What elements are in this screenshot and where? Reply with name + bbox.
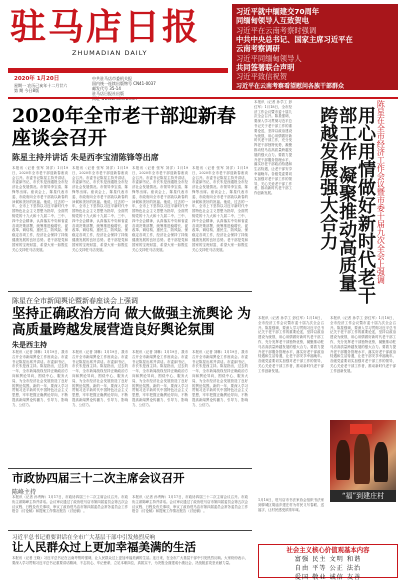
divider [8,468,252,469]
second-body-col-2: 本报讯（记者 刘琳）1月19日，我市召开全市新闻舆论工作座谈会。市委书记陈星出席并讲话。市委副书记、市长朱是西主持。陈星指出，过去的一年，全市新闻战线坚持正确政治方向和舆论导向，围绕中心、服务大局，为全市经济社会发展营造了良好的舆论氛围。新的一年，要深入学习贯彻习近平新时代中国特色社会主义思想，牢牢把握正确舆论导向，不断提高新闻舆论传播力、引导力、影响力、公信力。 [72,350,128,407]
weekday-line: 星期一 农历己亥年十二月廿六 [14,83,68,88]
info-line: 国内统一连续出版物号 CN41-0037 [92,81,156,86]
photo-figure [354,434,370,484]
lead-body-col-2: 本报讯（记者 张军 刘洋）1月19日，2020年全市老干部迎新春座谈会召开。市委书记陈星主持并讲话，市委副书记、市长朱是西通报全市经济社会发展情况。市领导李宝清、陈锋等出席。座谈会上，陈星代表市委、市政府向全市老干部致以新春的问候和美好的祝福。他说，过去的一年，全市上下坚持以习近平新时代中国特色社会主义思想为指导，全面贯彻党的十九大和十九届二中、三中、四中全会精神，认真落实中央和省委各项决策部署，统筹推进稳增长、促改革、调结构、惠民生、防风险、保稳定各项工作，经济社会保持了持续健康发展的良好态势。老干部是党和国家的宝贵财富，希望大家一如既往关心支持驻马店发展。 [72,166,128,252]
top-news-line: 习近平同缅甸领导人 [236,54,302,63]
divider [8,97,398,99]
photo-caption-text: 1月18日，驻马店市书法家协会组织书法家到驿城区胡庙乡建庄村为村民义写春联、送福字，让村民感受浓浓年味。 [258,498,324,512]
info-line: 邮发代号 35-14 [92,86,121,91]
right-body-col-1: 本报讯（记者 孙学工 彭红军）1月18日，全市经济工作会议暨市委十届九次全会召开。陈星强调，要深入学习贯彻习近平总书记关于老干部工作的重要论述，坚持以政治建设为统领，用心用情做好新时代老干部工作，充分发挥老干部独特优势，凝聚推动驻马店高质量跨越发展的强大合力。要着力提升老干部服务管理水平，落实好老干部政治待遇和生活待遇，让老干部安享幸福晚年。各级党委要切实加强对老干部工作的领导，关心关爱老干部工作者，推动新时代老干部工作创新发展。 [258,316,324,373]
vertical-main-headline: 用心用情做好新时代老干部工作 凝聚推动高质量跨越发展强大合力 [317,106,376,304]
second-kicker: 陈星在全市新闻舆论暨新春座谈会上强调 [12,297,138,305]
info-line: 驻马店日报社出版 [92,91,124,96]
top-news-line: 习近平就中缅建交70周年 [236,7,320,16]
photo-caption: “福”到建庄村 [330,490,396,502]
masthead-red-bar [8,68,228,73]
lead-headline: 2020年全市老干部迎新春座谈会召开 [12,105,236,149]
core-values-title: 社会主义核心价值观基本内容 [286,546,370,554]
top-news-line: 习近平致信祝贺 [236,72,288,81]
third-body-col-1: 本报讯（记者 孙秀梅）1月17日，市政协四届三十二次主席会议召开。市政协主席陈峰主持并讲话。会议审议通过了政协驻马店市第四届委员会第五次会议议程、日程及有关事项，审议了政协驻马店市第四届委员会常务委员会工作报告（讨论稿）和提案工作情况报告（讨论稿）。 [12,495,128,514]
lead-body-col-3: 本报讯（记者 张军 刘洋）1月19日，2020年全市老干部迎新春座谈会召开。市委书记陈星主持并讲话，市委副书记、市长朱是西通报全市经济社会发展情况。市领导李宝清、陈锋等出席。座谈会上，陈星代表市委、市政府向全市老干部致以新春的问候和美好的祝福。他说，过去的一年，全市上下坚持以习近平新时代中国特色社会主义思想为指导，全面贯彻党的十九大和十九届二中、三中、四中全会精神，认真落实中央和省委各项决策部署，统筹推进稳增长、促改革、调结构、惠民生、防风险、保稳定各项工作，经济社会保持了持续健康发展的良好态势。老干部是党和国家的宝贵财富，希望大家一如既往关心支持驻马店发展。 [132,166,188,252]
vertical-kicker: 陈星在全市经济工作会议暨市委十届九次全会上强调 [376,100,386,284]
second-body-col-4: 本报讯（记者 刘琳）1月19日，我市召开全市新闻舆论工作座谈会。市委书记陈星出席并讲话。市委副书记、市长朱是西主持。陈星指出，过去的一年，全市新闻战线坚持正确政治方向和舆论导向，围绕中心、服务大局，为全市经济社会发展营造了良好的舆论氛围。新的一年，要深入学习贯彻习近平新时代中国特色社会主义思想，牢牢把握正确舆论导向，不断提高新闻舆论传播力、引导力、影响力、公信力。 [192,350,248,407]
third-headline: 市政协四届三十二次主席会议召开 [12,471,185,485]
photo-couplet [350,424,372,434]
divider [8,291,252,292]
info-line: 中共驻马店市委机关报 [92,76,132,81]
lead-subline: 陈星主持并讲话 朱是西李宝清陈锋等出席 [12,152,159,162]
newspaper-pinyin: ZHUMADIAN DAILY [72,49,148,57]
core-values-row: 富强 民主 文明 和谐 [294,556,362,563]
lead-body-col-1: 本报讯（记者 张军 刘洋）1月19日，2020年全市老干部迎新春座谈会召开。市委书记陈星主持并讲话，市委副书记、市长朱是西通报全市经济社会发展情况。市领导李宝清、陈锋等出席。座谈会上，陈星代表市委、市政府向全市老干部致以新春的问候和美好的祝福。他说，过去的一年，全市上下坚持以习近平新时代中国特色社会主义思想为指导，全面贯彻党的十九大和十九届二中、三中、四中全会精神，认真落实中央和省委各项决策部署，统筹推进稳增长、促改革、调结构、惠民生、防风险、保稳定各项工作，经济社会保持了持续健康发展的良好态势。老干部是党和国家的宝贵财富，希望大家一如既往关心支持驻马店发展。 [12,166,68,252]
date-line: 2020年 1月20日 [14,76,60,82]
top-news-line: 习近平在云南考察看望慰问各族干部群众 [236,83,345,90]
news-photo [330,420,396,490]
right-body-col-2: 本报讯（记者 孙学工 彭红军）1月18日，全市经济工作会议暨市委十届九次全会召开。陈星强调，要深入学习贯彻习近平总书记关于老干部工作的重要论述，坚持以政治建设为统领，用心用情做好新时代老干部工作，充分发挥老干部独特优势，凝聚推动驻马店高质量跨越发展的强大合力。要着力提升老干部服务管理水平，落实好老干部政治待遇和生活待遇，让老干部安享幸福晚年。各级党委要切实加强对老干部工作的领导，关心关爱老干部工作者，推动新时代老干部工作创新发展。 [330,316,396,373]
third-body-col-2: 本报讯（记者 孙秀梅）1月17日，市政协四届三十二次主席会议召开。市政协主席陈峰主持并讲话。会议审议通过了政协驻马店市第四届委员会第五次会议议程、日程及有关事项，审议了政协驻马店市第四届委员会常务委员会工作报告（讨论稿）和提案工作情况报告（讨论稿）。 [132,495,248,514]
top-news-line: 习近平在云南考察时强调 [236,26,317,35]
photo-figure [336,440,350,480]
fourth-kicker: 习近平总书记重要讲话在全市广大基层干部中引发热烈反响 [12,535,156,541]
third-byline: 陈峰主持 [12,489,37,496]
core-values-box [258,544,398,581]
vertical-story-body: 本报讯（记者 孙学工 彭红军）1月18日，全市经济工作会议暨市委十届九次全会召开。陈星强调，要深入学习贯彻习近平总书记关于老干部工作的重要论述，坚持以政治建设为统领，用心用情做好新时代老干部工作，充分发挥老干部独特优势，凝聚推动驻马店高质量跨越发展的强大合力。要着力提升老干部服务管理水平，落实好老干部政治待遇和生活待遇，让老干部安享幸福晚年。各级党委要切实加强对老干部工作的领导，关心关爱老干部工作者，推动新时代老干部工作创新发展。 [254,100,292,196]
newspaper-title: 驻马店日报 [10,6,201,48]
top-news-line: 云南考察调研 [236,44,280,53]
photo-figure [374,442,388,482]
second-headline: 坚持正确政治方向 做大做强主流舆论 为高质量跨越发展营造良好舆论氛围 [12,306,251,338]
fourth-headline: 让人民群众过上更加幸福美满的生活 [12,540,196,554]
fourth-body: 本报讯（记者 王晓）习近平总书记在云南考察时强调，让人民群众过上更加幸福美满的生活。连日来，在全市广大基层干部中引发热烈反响。大家纷纷表示，要深入学习贯彻习近平总书记重要讲话精神，不忘初心、牢记使命，立足本职岗位，真抓实干，为决胜全面建成小康社会、决战脱贫攻坚贡献力量。 [12,556,248,565]
second-body-col-3: 本报讯（记者 刘琳）1月19日，我市召开全市新闻舆论工作座谈会。市委书记陈星出席并讲话。市委副书记、市长朱是西主持。陈星指出，过去的一年，全市新闻战线坚持正确政治方向和舆论导向，围绕中心、服务大局，为全市经济社会发展营造了良好的舆论氛围。新的一年，要深入学习贯彻习近平新时代中国特色社会主义思想，牢牢把握正确舆论导向，不断提高新闻舆论传播力、引导力、影响力、公信力。 [132,350,188,407]
divider [8,530,252,531]
core-values-row: 爱国 敬业 诚信 友善 [294,574,362,581]
top-news-line: 共同签署联合声明 [236,63,295,72]
vertical-headline-block [254,100,398,312]
second-byline: 朱是西主持 [12,340,47,349]
lead-body-col-4: 本报讯（记者 张军 刘洋）1月19日，2020年全市老干部迎新春座谈会召开。市委书记陈星主持并讲话，市委副书记、市长朱是西通报全市经济社会发展情况。市领导李宝清、陈锋等出席。座谈会上，陈星代表市委、市政府向全市老干部致以新春的问候和美好的祝福。他说，过去的一年，全市上下坚持以习近平新时代中国特色社会主义思想为指导，全面贯彻党的十九大和十九届二中、三中、四中全会精神，认真落实中央和省委各项决策部署，统筹推进稳增长、促改革、调结构、惠民生、防风险、保稳定各项工作，经济社会保持了持续健康发展的良好态势。老干部是党和国家的宝贵财富，希望大家一如既往关心支持驻马店发展。 [192,166,248,252]
issue-line: 第 期 今日8版 [14,88,40,93]
core-values-row: 自由 平等 公正 法治 [294,565,362,572]
top-news-line: 同缅甸领导人互致贺电 [236,16,309,25]
second-body-col-1: 本报讯（记者 刘琳）1月19日，我市召开全市新闻舆论工作座谈会。市委书记陈星出席并讲话。市委副书记、市长朱是西主持。陈星指出，过去的一年，全市新闻战线坚持正确政治方向和舆论导向，围绕中心、服务大局，为全市经济社会发展营造了良好的舆论氛围。新的一年，要深入学习贯彻习近平新时代中国特色社会主义思想，牢牢把握正确舆论导向，不断提高新闻舆论传播力、引导力、影响力、公信力。 [12,350,68,407]
top-news-box [232,4,398,90]
date-block [14,76,88,93]
top-news-line: 中共中央总书记、国家主席习近平在 [236,35,353,44]
